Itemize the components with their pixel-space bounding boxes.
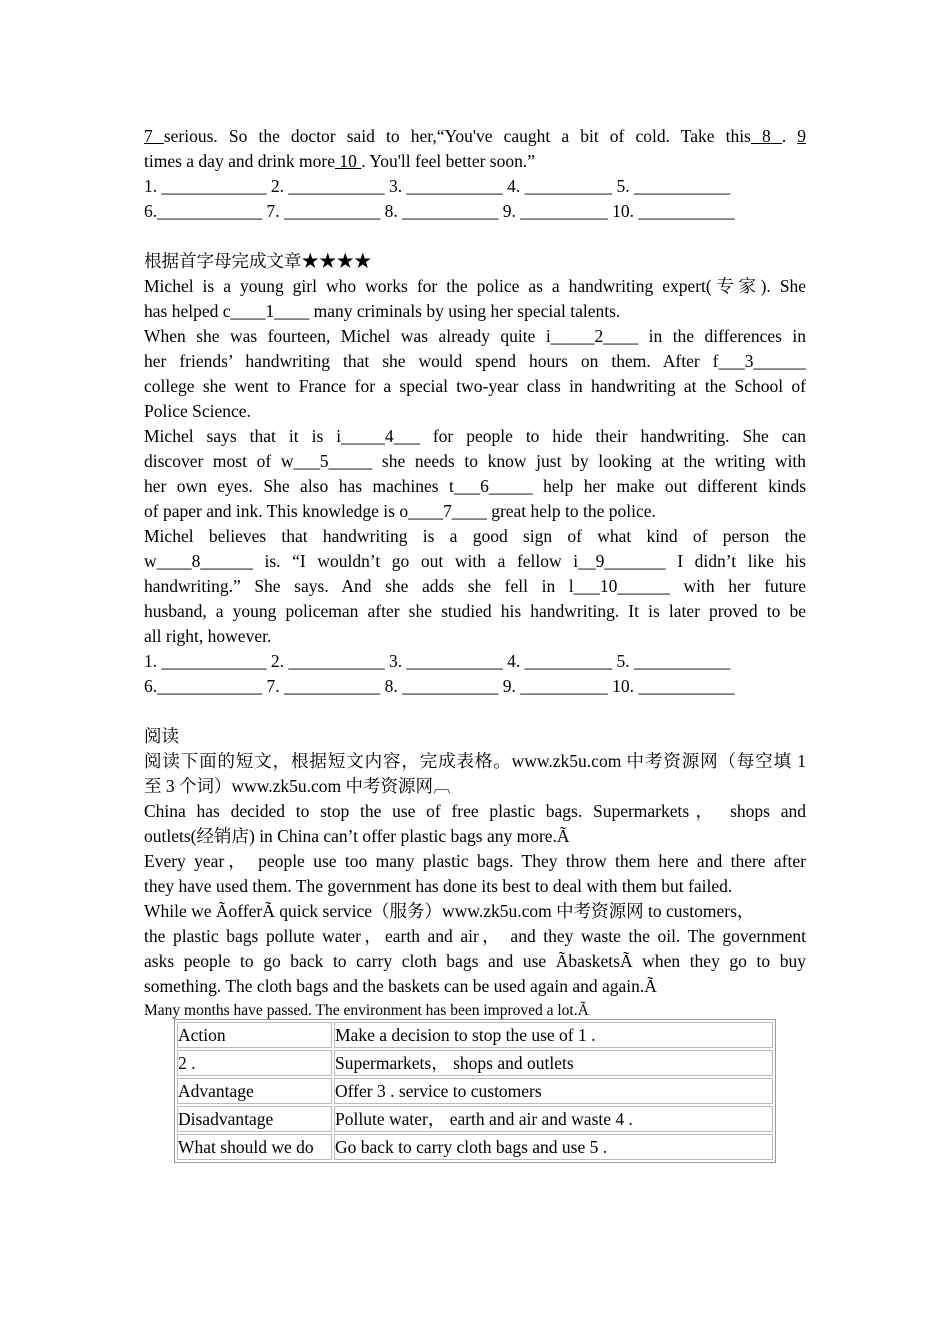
passage3-small-line: Many months have passed. The environment has been improved a lot.Ã: [144, 1002, 589, 1019]
passage2-line: When she was fourteen, Michel was already quite i_____2____ in the differences in: [144, 326, 806, 346]
passage2-line: discover most of w___5_____ she needs to know just by looking at the writing with: [144, 451, 806, 471]
passage2-line: w____8______ is. “I wouldn’t go out with a fellow i__9_______ I didn’t like his: [144, 551, 806, 571]
blank-9: 9: [797, 126, 806, 146]
passage2-line: Michel says that it is i_____4___ for people to hide their handwriting. She can: [144, 426, 806, 446]
table-cell-value: Offer 3 . service to customers: [334, 1078, 773, 1104]
passage2-line: husband, a young policeman after she studied his handwriting. It is later proved to be: [144, 601, 806, 621]
passage3-line: asks people to go back to carry cloth bags and use ÃbasketsÃ when they go to buy: [144, 951, 806, 971]
table-cell-label: 2 .: [177, 1050, 332, 1076]
table-row: [177, 1106, 773, 1132]
passage2-line: of paper and ink. This knowledge is o____7____ great help to the police.: [144, 501, 656, 521]
table-cell-label: Disadvantage: [177, 1106, 332, 1132]
answer-line-1a: 1. ____________ 2. ___________ 3. ___________ 4. __________ 5. ___________: [144, 176, 731, 196]
table-cell-label: What should we do: [177, 1134, 332, 1160]
table-cell-value: Make a decision to stop the use of 1 .: [334, 1022, 773, 1048]
document-page: [144, 124, 806, 1023]
passage3-line: something. The cloth bags and the baskets can be used again and again.Ã: [144, 976, 657, 996]
table-cell-value: Go back to carry cloth bags and use 5 .: [334, 1134, 773, 1160]
answer-line-2b: 6.____________ 7. ___________ 8. ___________ 9. __________ 10. ___________: [144, 676, 735, 696]
blank-10: 10: [339, 151, 357, 171]
passage2-line: has helped c____1____ many criminals by using her special talents.: [144, 301, 621, 321]
blank-8: 8: [761, 126, 771, 146]
answer-line-1b: 6.____________ 7. ___________ 8. ___________ 9. __________ 10. ___________: [144, 201, 735, 221]
passage2-line: Michel believes that handwriting is a good sign of what kind of person the: [144, 526, 806, 546]
passage2-line: Police Science.: [144, 401, 251, 421]
passage2-line: Michel is a young girl who works for the police as a handwriting expert(专家). She: [144, 276, 806, 296]
passage1-line-2: times a day and drink more 10 . You'll feel better soon.”: [144, 151, 536, 171]
summary-table: [174, 1019, 776, 1163]
section-heading-initial-letters: 根据首字母完成文章★★★★: [144, 251, 372, 271]
passage3-line: the plastic bags pollute water，earth and air， and they waste the oil. The government: [144, 926, 806, 946]
answer-line-2a: 1. ____________ 2. ___________ 3. ___________ 4. __________ 5. ___________: [144, 651, 731, 671]
table-cell-label: Action: [177, 1022, 332, 1048]
table-row: [177, 1022, 773, 1048]
passage3-line: outlets(经销店) in China can’t offer plastic bags any more.Ã: [144, 826, 570, 846]
passage3-line: Every year， people use too many plastic bags. They throw them here and there after: [144, 851, 806, 871]
section-heading-reading: 阅读: [144, 726, 179, 746]
passage2-line: handwriting.” She says. And she adds she fell in l___10______ with her future: [144, 576, 806, 596]
passage3-line: China has decided to stop the use of free plastic bags. Supermarkets， shops and: [144, 801, 806, 821]
bracket-glyph: ︹: [433, 776, 451, 796]
passage1-line-1: 7 serious. So the doctor said to her,“You've caught a bit of cold. Take this 8 . 9: [144, 126, 806, 146]
passage2-line: her friends’ handwriting that she would spend hours on them. After f___3______: [144, 351, 806, 371]
passage3-line: While we ÃofferÃ quick service（服务）www.zk5u.com 中考资源网 to customers，: [144, 901, 755, 921]
table-cell-value: Pollute water， earth and air and waste 4 .: [334, 1106, 773, 1132]
table-cell-value: Supermarkets， shops and outlets: [334, 1050, 773, 1076]
table-row: [177, 1078, 773, 1104]
passage2-line: all right, however.: [144, 626, 272, 646]
passage3-line: 至 3 个词）www.zk5u.com 中考资源网︹: [144, 776, 451, 796]
blank-7: 7: [144, 126, 153, 146]
passage2-line: her own eyes. She also has machines t___6_____ help her make out different kinds: [144, 476, 806, 496]
table-row: [177, 1134, 773, 1160]
passage3-line: they have used them. The government has done its best to deal with them but failed.: [144, 876, 733, 896]
passage2-line: college she went to France for a special two-year class in handwriting at the School of: [144, 376, 806, 396]
table-cell-label: Advantage: [177, 1078, 332, 1104]
passage3-line: 阅读下面的短文，根据短文内容，完成表格。www.zk5u.com 中考资源网（每空填 1: [144, 751, 806, 771]
table-row: [177, 1050, 773, 1076]
